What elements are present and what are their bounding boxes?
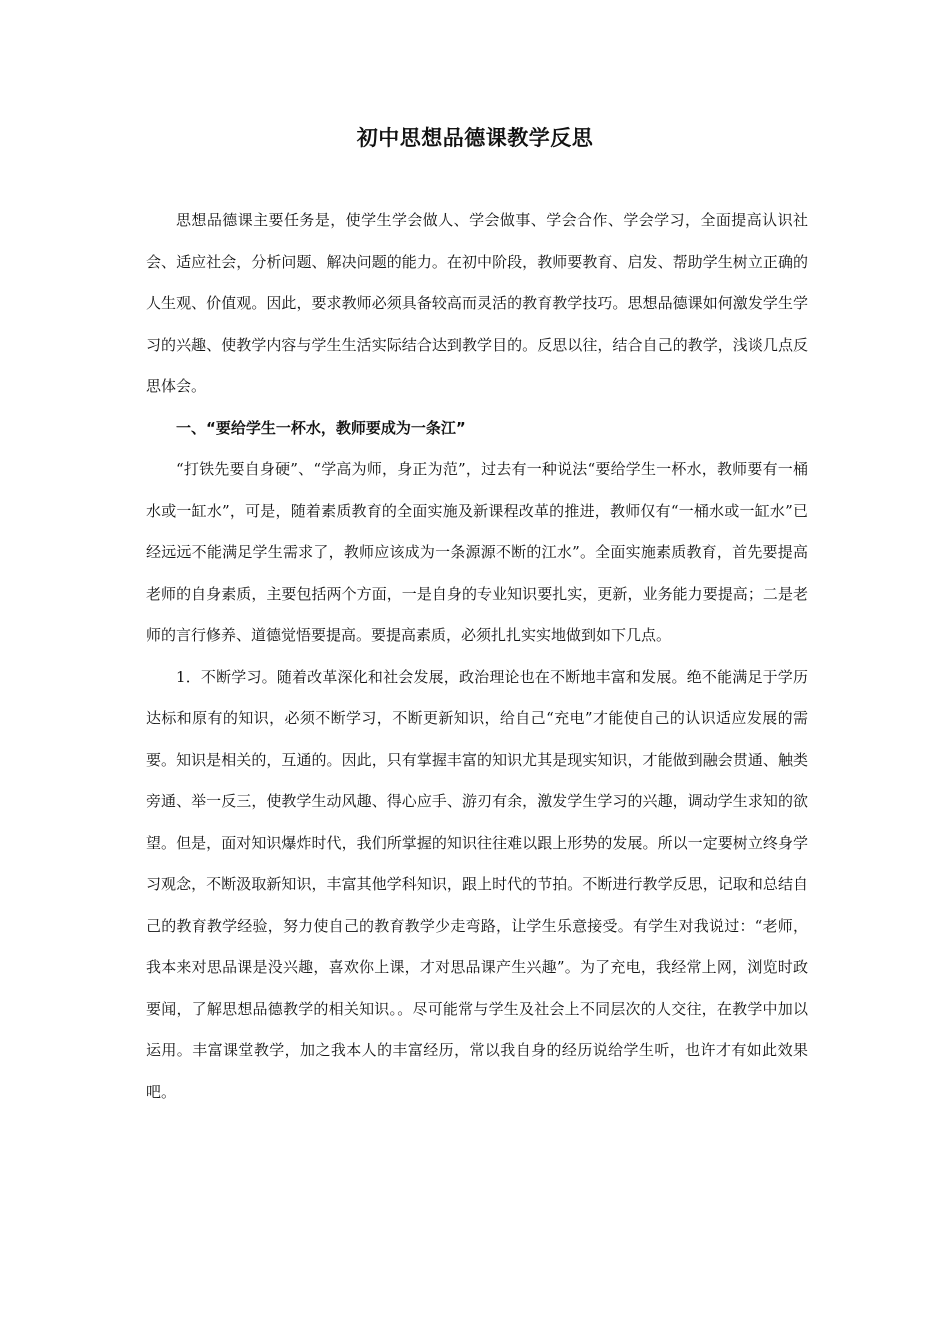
document-title: 初中思想品德课教学反思	[356, 126, 594, 150]
point-paragraph: 1．不断学习。随着改革深化和社会发展，政治理论也在不断地丰富和发展。绝不能满足于学历达标和原有的知识，必须不断学习，不断更新知识，给自己“充电”才能使自己的认识适应发展的需要。知识是相关的，互通的。因此，只有掌握丰富的知识尤其是现实知识，才能做到融会贯通、触类旁通、举一反三，使教学生动风趣、得心应手、游刃有余，激发学生学习的兴趣，调动学生求知的欲望。但是，面对知识爆炸时代，我们所掌握的知识往往难以跟上形势的发展。所以一定要树立终身学习观念，不断汲取新知识，丰富其他学科知识，跟上时代的节拍。不断进行教学反思，记取和总结自己的教育教学经验，努力使自己的教育教学少走弯路，让学生乐意接受。有学生对我说过：“老师，我本来对思品课是没兴趣，喜欢你上课，才对思品课产生兴趣”。为了充电，我经常上网，浏览时政要闻，了解思想品德教学的相关知识。。尽可能常与学生及社会上不同层次的人交往，在教学中加以运用。丰富课堂教学，加之我本人的丰富经历，常以我自身的经历说给学生听，也许才有如此效果吧。	[146, 667, 808, 1101]
section-paragraph: “打铁先要自身硬”、“学高为师，身正为范”，过去有一种说法“要给学生一杯水，教师要有一桶水或一缸水”，可是，随着素质教育的全面实施及新课程改革的推进，教师仅有“一桶水或一缸水”已经远远不能满足学生需求了，教师应该成为一条源源不断的江水”。全面实施素质教育，首先要提高老师的自身素质，主要包括两个方面，一是自身的专业知识要扎实，更新，业务能力要提高；二是老师的言行修养、道德觉悟要提高。要提高素质，必须扎扎实实地做到如下几点。	[146, 460, 808, 644]
document-body	[146, 200, 808, 1113]
section-heading: 一、“要给学生一杯水，教师要成为一条江”	[176, 418, 466, 437]
intro-paragraph: 思想品德课主要任务是，使学生学会做人、学会做事、学会合作、学会学习，全面提高认识社会、适应社会，分析问题、解决问题的能力。在初中阶段，教师要教育、启发、帮助学生树立正确的人生观、价值观。因此，要求教师必须具备较高而灵活的教育教学技巧。思想品德课如何激发学生学习的兴趣、使教学内容与学生生活实际结合达到教学目的。反思以往，结合自己的教学，浅谈几点反思体会。	[146, 211, 808, 395]
